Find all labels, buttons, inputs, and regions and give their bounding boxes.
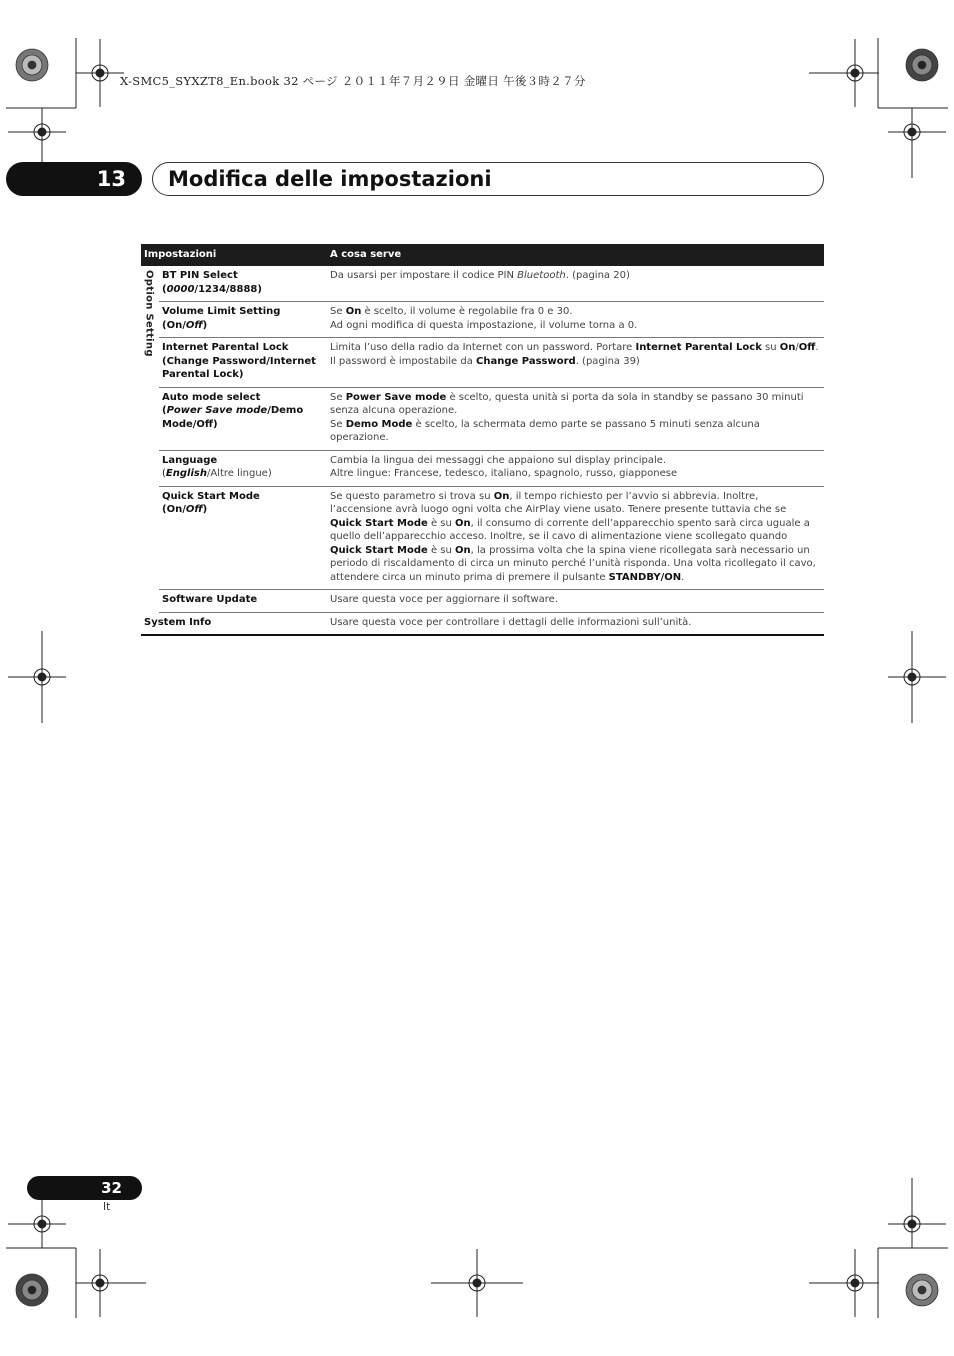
setting-desc: Limita l’uso della radio da Internet con un password. Portare Internet Parental Lock su On/Off. Il password è impostabile da Change Password. (pagina 39) <box>322 338 824 388</box>
chapter-number-badge <box>6 162 142 196</box>
setting-name: Auto mode select (Power Save mode/Demo Mode/Off) <box>159 387 322 450</box>
setting-desc: Se questo parametro si trova su On, il tempo richiesto per l’avvio si abbrevia. Inoltre, l’accensione avrà luogo ogni volta che AirPlay viene usato. Tenere presente tuttavia che se Quick Start Mode è su On, il consumo di corrente dell’apparecchio spento sarà circa uguale a quello dell’apparecchio acceso. Inoltre, se il cavo di alimentazione viene scollegato quando Quick Start Mode è su On, la prossima volta che la spina viene ricollegata sarà necessario un periodo di riscaldamento di circa un minuto perché l’unità risponda. Una volta ricollegato il cavo, attendere circa un minuto prima di premere il pulsante STANDBY/ON. <box>322 486 824 590</box>
setting-name: Volume Limit Setting (On/Off) <box>159 302 322 338</box>
setting-desc: Da usarsi per impostare il codice PIN Bluetooth. (pagina 20) <box>322 266 824 302</box>
setting-name: Quick Start Mode (On/Off) <box>159 486 322 590</box>
setting-desc: Usare questa voce per controllare i dettagli delle informazioni sull’unità. <box>322 612 824 635</box>
setting-name: Language (English/Altre lingue) <box>159 450 322 486</box>
setting-desc: Usare questa voce per aggiornare il software. <box>322 590 824 613</box>
table-row <box>141 338 824 388</box>
table-header-row <box>141 244 824 266</box>
table-row <box>141 302 824 338</box>
table-row <box>141 486 824 590</box>
col-header-settings: Impostazioni <box>141 244 322 266</box>
setting-name: System Info <box>141 612 322 635</box>
setting-name: Software Update <box>159 590 322 613</box>
language-code: It <box>103 1201 111 1213</box>
table-row-system-info <box>141 612 824 635</box>
col-header-purpose: A cosa serve <box>322 244 824 266</box>
setting-desc: Se On è scelto, il volume è regolabile fra 0 e 30. Ad ogni modifica di questa impostazione, il volume torna a 0. <box>322 302 824 338</box>
table-row <box>141 387 824 450</box>
side-group-cell <box>141 266 159 612</box>
page-number-badge <box>27 1176 142 1200</box>
print-header-meta: X-SMC5_SYXZT8_En.book 32 ページ ２０１１年７月２９日 金曜日 午後３時２７分 <box>120 74 586 88</box>
table-row <box>141 450 824 486</box>
setting-desc: Cambia la lingua dei messaggi che appaiono sul display principale. Altre lingue: Francese, tedesco, italiano, spagnolo, russo, giapponese <box>322 450 824 486</box>
setting-name: Internet Parental Lock (Change Password/Internet Parental Lock) <box>159 338 322 388</box>
chapter-number: 13 <box>96 167 126 191</box>
chapter-title: Modifica delle impostazioni <box>168 167 492 191</box>
page-number: 32 <box>101 1179 122 1197</box>
settings-table <box>141 244 824 636</box>
table-row <box>141 266 824 302</box>
side-label-option-setting: Option Setting <box>143 270 155 357</box>
table-row <box>141 590 824 613</box>
chapter-title-box <box>152 162 824 196</box>
setting-name: BT PIN Select (0000/1234/8888) <box>159 266 322 302</box>
setting-desc: Se Power Save mode è scelto, questa unità si porta da sola in standby se passano 30 minuti senza alcuna operazione. Se Demo Mode è scelto, la schermata demo parte se passano 5 minuti senza alcuna operazione. <box>322 387 824 450</box>
